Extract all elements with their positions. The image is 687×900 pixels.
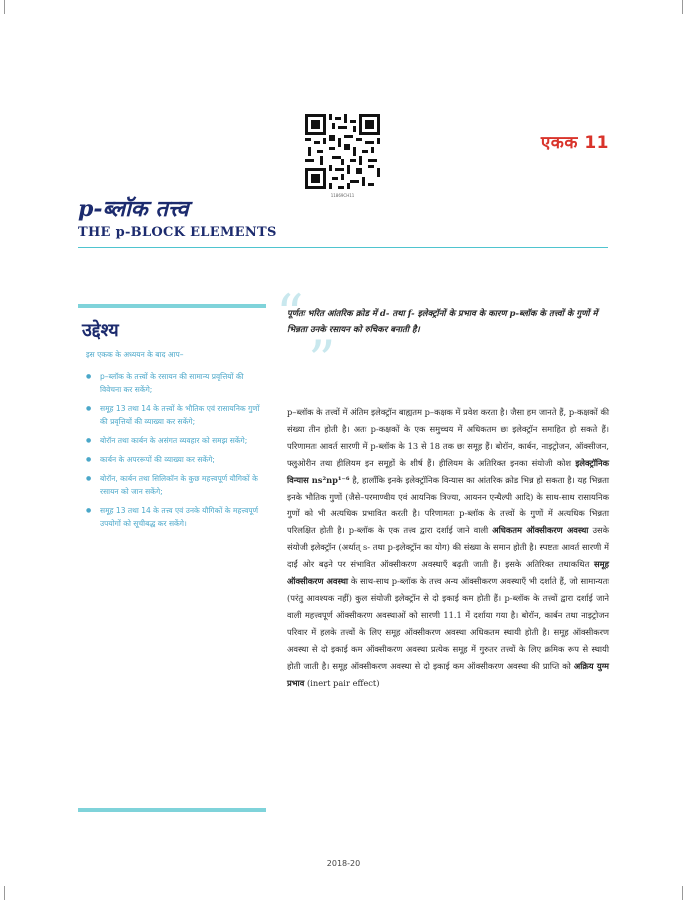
bold-term: इलेक्ट्रॉनिक विन्यास ns²np¹⁻⁶ xyxy=(287,457,609,485)
chapter-quote: पूर्णतः भरित आंतरिक क्रोड में d- तथा f- इलेक्ट्रॉनों के प्रभाव के कारण p-ब्लॉक के तत्त्वों के गुणों में भिन्नता उनके रसायन को रुचिकर बनाती है। xyxy=(287,309,598,335)
qr-code xyxy=(305,114,380,189)
body-text-segment: उसके संयोजी इलेक्ट्रॉन (अर्थात् s- तथा p-इलेक्ट्रॉन का योग) की संख्या के समान होती है। स्पष्टतः आवर्त सारणी में दाईं ओर बढ़ने पर संभावित ऑक्सीकरण अवस्थाएँ बढ़ती जाती हैं। इसके अतिरिक्त तथाकथित xyxy=(287,525,610,570)
chapter-title-hindi: p-ब्लॉक तत्त्व xyxy=(78,196,189,222)
close-quote-icon: ” xyxy=(308,329,336,392)
body-text-segment: के साथ-साथ p-ब्लॉक के तत्त्व अन्य ऑक्सीकरण अवस्थाएँ भी दर्शाते हैं, जो सामान्यतः (परंतु आवश्यक नहीं) कुल संयोजी इलेक्ट्रॉन से दो इकाई कम होती हैं। p-ब्लॉक के तत्त्वों द्वारा दर्शाई जाने वाली महत्त्वपूर्ण ऑक्सीकरण अवस्थाओं को सारणी 11.1 में दर्शाया गया है। बोरॉन, कार्बन तथा नाइट्रोजन परिवार में हलके तत्त्वों के लिए समूह ऑक्सीकरण अवस्था अधिकतम स्थायी होती है। समूह ऑक्सीकरण अवस्था से दो इकाई कम ऑक्सीकरण अवस्था प्रत्येक समूह में गुरुतर तत्त्वों के लिए क्रमिक रूप से स्थायी होती जाती है। समूह ऑक्सीकरण अवस्था से दो इकाई कम ऑक्सीकरण अवस्था की प्राप्ति को xyxy=(287,576,610,671)
objective-item: ● कार्बन के अपररूपों की व्याख्या कर सकेंगे; xyxy=(86,453,266,466)
objectives-heading: उद्देश्य xyxy=(82,320,119,341)
crop-mark xyxy=(4,0,5,14)
title-divider xyxy=(78,247,608,248)
crop-mark xyxy=(4,886,5,900)
objective-item: ● बोरॉन, कार्बन तथा सिलिकॉन के कुछ महत्त्वपूर्ण यौगिकों के रसायन को जान सकेंगे; xyxy=(86,472,266,498)
crop-mark xyxy=(682,0,683,14)
objectives-top-band xyxy=(78,304,266,308)
bold-term: अधिकतम ऑक्सीकरण अवस्था xyxy=(492,525,589,536)
objectives-bottom-band xyxy=(78,808,266,812)
body-text-segment: (inert pair effect) xyxy=(306,677,380,688)
body-paragraph xyxy=(287,404,609,691)
open-quote-icon: “ xyxy=(276,283,304,346)
objective-item: ● समूह 13 तथा 14 के तत्त्व एवं उनके यौगिकों के महत्त्वपूर्ण उपयोगों को सूचीबद्ध कर सकेंगे। xyxy=(86,504,266,530)
bold-term: समूह ऑक्सीकरण अवस्था xyxy=(287,559,610,587)
objectives-intro: इस एकक के अध्ययन के बाद आप– xyxy=(86,350,184,359)
bold-term: अक्रिय युग्म प्रभाव xyxy=(287,660,610,688)
unit-label: एकक 11 xyxy=(540,133,609,153)
objective-item: ● p–ब्लॉक के तत्त्वों के रसायन की सामान्य प्रवृत्तियों की विवेचना कर सकेंगे; xyxy=(86,370,266,396)
objective-item: ● समूह 13 तथा 14 के तत्त्वों के भौतिक एवं रासायनिक गुणों की प्रवृत्तियों की व्याख्या कर सकेंगे; xyxy=(86,402,266,428)
objectives-list xyxy=(86,370,266,536)
chapter-title-english: THE p-BLOCK ELEMENTS xyxy=(78,225,277,240)
body-text-segment: p–ब्लॉक के तत्त्वों में अंतिम इलेक्ट्रॉन बाह्यतम p–कक्षक में प्रवेश करता है। जैसा हम जानते हैं, p-कक्षकों की संख्या तीन होती है। अतः p-कक्षकों के एक समुच्चय में अधिकतम छः इलेक्ट्रॉन समाहित हो सकते हैं। परिणामतः आवर्त सारणी में p-ब्लॉक के 13 से 18 तक छः समूह हैं। बोरॉन, कार्बन, नाइट्रोजन, ऑक्सीजन, फ्लुओरीन तथा हीलियम इन समूहों के शीर्ष हैं। हीलियम के अतिरिक्त इनका संयोजी कोश xyxy=(287,407,609,468)
crop-mark xyxy=(682,886,683,900)
page-footer: 2018-20 xyxy=(326,859,361,868)
body-text-segment: है, हालाँकि इनके इलेक्ट्रॉनिक विन्यास का आंतरिक क्रोड भिन्न हो सकता है। यह भिन्नता इनके भौतिक गुणों (जैसे–परमाण्वीय एवं आयनिक त्रिज्या, आयनन एन्थैल्पी आदि) के साथ-साथ रासायनिक गुणों को भी अत्यधिक प्रभावित करती है। परिणामतः p-ब्लॉक के तत्त्वों के गुणों में अत्यधिक भिन्नता परिलक्षित होती है। p-ब्लॉक के एक तत्त्व द्वारा दर्शाई जाने वाली xyxy=(287,474,609,536)
qr-caption: 11869CH11 xyxy=(330,193,355,198)
objective-item: ● बोरॉन तथा कार्बन के असंगत व्यवहार को समझ सकेंगे; xyxy=(86,434,266,447)
